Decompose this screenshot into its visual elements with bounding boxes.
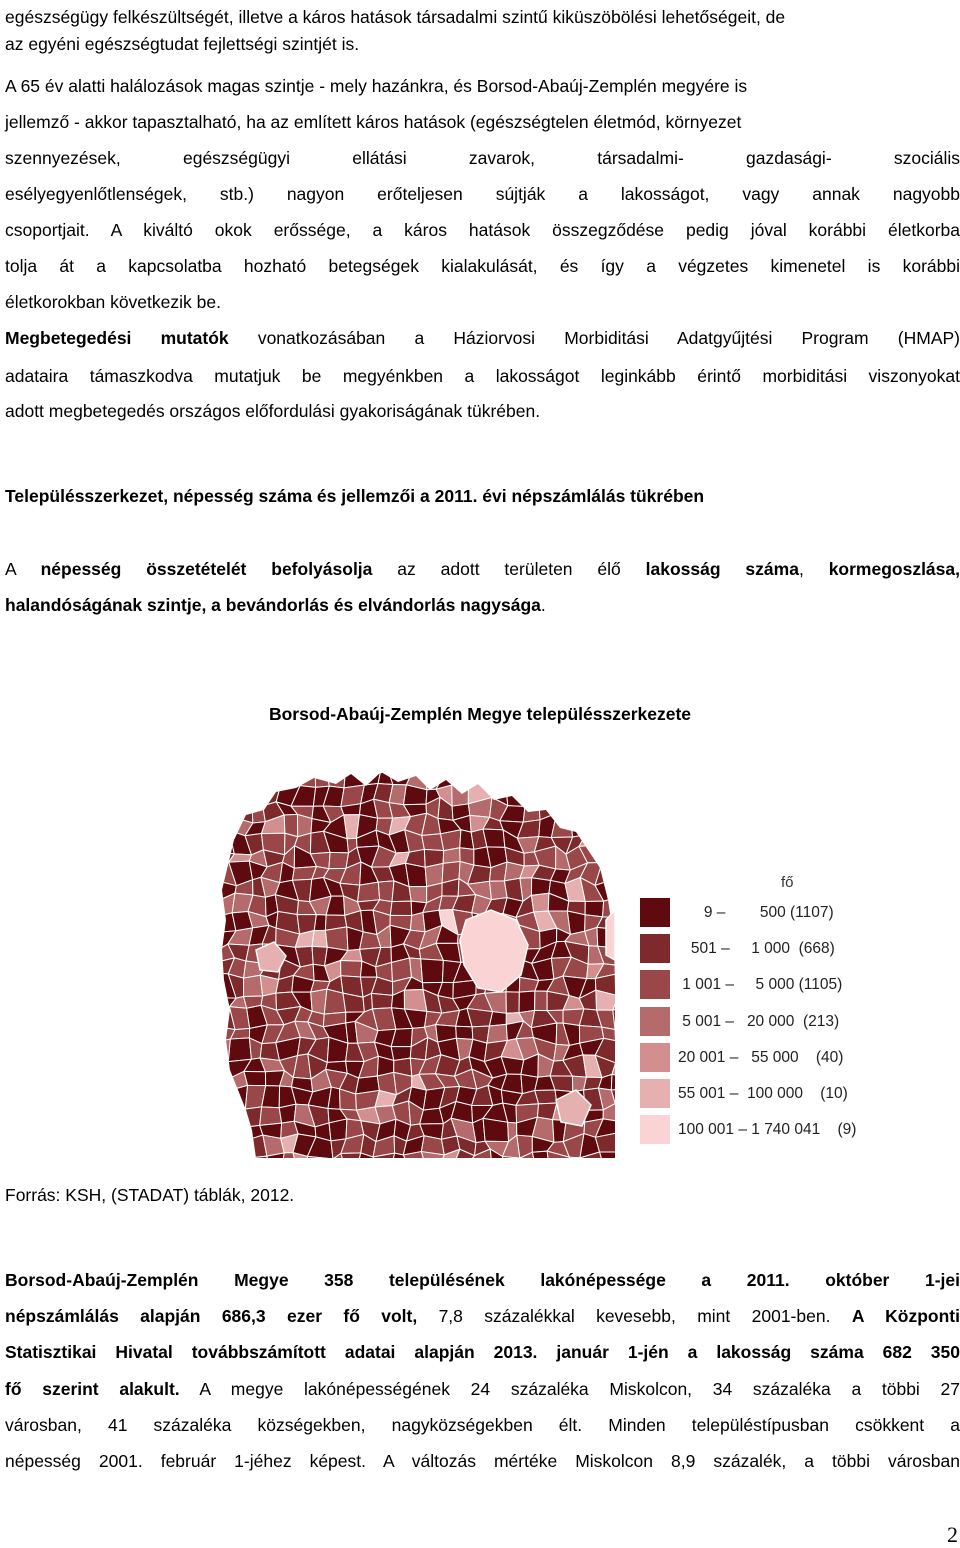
settlement-cell (456, 1026, 473, 1039)
text-line: városban, 41 százaléka községekben, nagyközségekben élt. Minden településtípusban csökkent a (5, 1407, 960, 1444)
settlement-cell (595, 770, 615, 783)
settlement-cell (217, 816, 229, 838)
settlement-cell (586, 814, 599, 834)
settlement-cell (329, 1119, 347, 1141)
text-line: az egyéni egészségtudat fejlettségi szintjét is. (5, 26, 960, 63)
settlement-cell (612, 800, 616, 814)
text-line (5, 1298, 960, 1335)
legend-label: 1 001 – 5 000 (1105) (678, 976, 842, 994)
settlement-cell (230, 1085, 247, 1109)
settlement-cell (341, 1153, 361, 1160)
settlement-map-graphic (216, 770, 616, 1160)
settlement-cell (390, 901, 411, 915)
settlement-cell (245, 1107, 261, 1127)
settlement-cell (228, 1141, 244, 1159)
settlement-cell (569, 770, 587, 790)
settlement-cell (406, 863, 427, 886)
settlement-cell (298, 770, 316, 787)
settlement-cell (409, 887, 427, 903)
settlement-cell (611, 1074, 616, 1090)
settlement-cell (585, 901, 604, 917)
settlement-cell (327, 770, 346, 788)
settlement-cell (532, 770, 555, 790)
settlement-cell (315, 770, 329, 787)
text-line (5, 587, 960, 624)
legend-swatch (640, 1079, 670, 1108)
settlement-cell (531, 878, 550, 896)
text-span: , (799, 559, 829, 579)
settlement-cell (483, 1118, 508, 1141)
settlement-cell (520, 771, 539, 791)
settlement-cell (532, 1151, 549, 1160)
legend-swatch (640, 1007, 670, 1036)
settlement-cell (216, 783, 234, 802)
legend-item (640, 898, 960, 928)
source-note: Forrás: KSH, (STADAT) táblák, 2012. (5, 1185, 294, 1206)
settlement-cell (231, 784, 252, 800)
settlement-cell (613, 877, 616, 898)
settlement-cell (571, 801, 587, 822)
settlement-cell (600, 1152, 616, 1160)
text-line: A 65 év alatti halálozások magas szintje - mely hazánkra, és Borsod-Abaúj-Zemplén megyére is (5, 68, 960, 105)
legend-swatch (640, 1115, 670, 1144)
settlement-cell (229, 1151, 246, 1160)
settlement-cell (325, 927, 348, 951)
text-span: 7,8 százalékkal kevesebb, mint 2001-ben. (417, 1306, 852, 1326)
text-line: életkorokban következik be. (5, 284, 960, 321)
settlement-cell (489, 1012, 506, 1026)
settlement-cell (217, 1123, 230, 1142)
text-span: . (541, 595, 546, 615)
settlement-cell (503, 770, 524, 787)
settlement-cell (551, 813, 572, 837)
settlement-cell (244, 1071, 266, 1085)
text-line: adott megbetegedés országos előfordulási gyakoriságának tükrében. (5, 393, 960, 430)
settlement-cell (506, 992, 519, 1013)
settlement-cell (535, 991, 548, 1011)
legend-item (640, 1043, 960, 1073)
bold-phrase: népesség összetételét befolyásolja (41, 559, 373, 579)
settlement-cell (567, 911, 585, 934)
settlement-cell (216, 1090, 236, 1106)
text-span: vonatkozásában a Háziorvosi Morbiditási Adatgyűjtési Program (HMAP) (229, 328, 960, 348)
settlement-cell (549, 801, 571, 819)
settlement-cell (422, 834, 444, 851)
settlement-cell (583, 770, 604, 784)
legend-swatch (640, 1043, 670, 1072)
settlement-cell (598, 833, 616, 854)
settlement-cell (581, 801, 604, 822)
settlement-cell (441, 830, 461, 851)
legend-item (640, 970, 960, 1000)
legend-item (640, 1007, 960, 1037)
legend-item (640, 934, 960, 964)
settlement-cell (581, 783, 604, 802)
legend-swatch (640, 898, 670, 927)
settlement-cell (229, 799, 253, 823)
settlement-cell (216, 1073, 230, 1092)
legend-item (640, 1115, 960, 1145)
settlement-cell (532, 790, 555, 804)
settlement-cell (595, 814, 616, 834)
bold-phrase: kormegoszlása, (829, 559, 960, 579)
settlement-cell (244, 975, 263, 996)
text-line (5, 551, 960, 588)
text-line: esélyegyenlőtlenségek, stb.) nagyon erőteljesen sújtják a lakosságot, vagy annak nagyobb (5, 176, 960, 213)
settlement-cell (523, 801, 540, 822)
bold-phrase: népszámlálás alapján 686,3 ezer fő volt, (5, 1306, 417, 1326)
settlement-cell (615, 1103, 616, 1126)
settlement-cell (247, 785, 263, 806)
town-area (606, 910, 615, 960)
text-line: csoportjait. A kiváltó okok erőssége, a káros hatások összegződése pedig jóval korábbi életkorba (5, 212, 960, 249)
text-line: szennyezések, egészségügyi ellátási zavarok, társadalmi- gazdasági- szociális (5, 140, 960, 177)
settlement-cell (228, 1125, 248, 1143)
text-line (5, 1371, 960, 1408)
settlement-cell (612, 847, 616, 870)
settlement-cell (312, 930, 327, 947)
settlement-cell (216, 770, 231, 784)
settlement-cell (247, 770, 263, 786)
text-span: A (5, 559, 41, 579)
settlement-cell (483, 829, 505, 847)
legend-label: 100 001 – 1 740 041 (9) (678, 1121, 856, 1139)
bold-phrase: A Központi (852, 1306, 960, 1326)
text-line: népesség 2001. február 1-jéhez képest. A változás mértéke Miskolcon 8,9 százalék, a többi városban (5, 1443, 960, 1480)
settlement-cell (262, 770, 282, 786)
settlement-cell (505, 782, 525, 806)
legend-swatch (640, 934, 670, 963)
settlement-cell (520, 787, 539, 807)
settlement-cell (362, 770, 380, 785)
settlement-cell (228, 1038, 251, 1062)
settlement-cell (216, 1053, 229, 1078)
legend-label: 55 001 – 100 000 (10) (678, 1085, 848, 1103)
bold-phrase: lakosság száma (646, 559, 799, 579)
legend-label: 501 – 1 000 (668) (678, 940, 835, 958)
text-line: egészségügy felkészültségét, illetve a káros hatások társadalmi szintű kiküszöbölési lehetőségeit, de (5, 0, 960, 36)
legend-label: 20 001 – 55 000 (40) (678, 1049, 843, 1067)
settlement-cell (615, 1029, 616, 1043)
text-line: tolja át a kapcsolatba hozható betegségek kialakulását, és így a végzetes kimenetel is korábbi (5, 248, 960, 285)
settlement-cell (548, 770, 572, 790)
bold-phrase: fő szerint alakult. (5, 1379, 180, 1399)
settlement-cell (378, 881, 394, 902)
text-line: jellemző - akkor tapasztalható, ha az említett káros hatások (egészségtelen életmód, környezet (5, 104, 960, 141)
settlement-cell (531, 893, 549, 912)
settlement-cell (595, 781, 614, 803)
settlement-cell (612, 862, 616, 881)
text-span: az adott területen élő (372, 559, 645, 579)
legend-title: fő (781, 874, 794, 891)
settlement-cell (579, 833, 599, 846)
settlement-cell (216, 1151, 234, 1160)
settlement-cell (314, 915, 326, 931)
text-line: Statisztikai Hivatal továbbszámított adatai alapján 2013. január 1-jén a lakosság száma 682 350 (5, 1334, 960, 1371)
legend-label: 9 – 500 (1107) (678, 904, 834, 922)
settlement-cell (378, 770, 393, 784)
bold-phrase: halandóságának szintje, a bevándorlás és elvándorlás nagysága (5, 595, 541, 615)
settlement-cell (572, 784, 587, 801)
settlement-cell (341, 960, 362, 977)
settlement-cell (329, 852, 349, 868)
settlement-cell (218, 1102, 235, 1125)
settlement-cell (218, 799, 234, 817)
settlement-cell (612, 813, 616, 836)
text-line: Borsod-Abaúj-Zemplén Megye 358 településének lakónépessége a 2011. október 1-jei (5, 1262, 960, 1299)
settlement-cell (612, 770, 616, 783)
settlement-cell (487, 1024, 507, 1043)
text-span: A megye lakónépességének 24 százaléka Miskolcon, 34 százaléka a többi 27 (180, 1379, 960, 1399)
page-number: 2 (947, 1522, 958, 1548)
section-heading: Településszerkezet, népesség száma és jellemzői a 2011. évi népszámlálás tükrében (5, 486, 704, 507)
settlement-cell (216, 1141, 234, 1153)
settlement-cell (260, 1107, 282, 1126)
legend-swatch (640, 970, 670, 999)
settlement-cell (549, 790, 571, 804)
legend-item (640, 1079, 960, 1109)
settlement-cell (279, 1104, 296, 1123)
legend-label: 5 001 – 20 000 (213) (678, 1013, 839, 1031)
settlement-cell (571, 819, 587, 837)
settlement-cell (452, 782, 469, 806)
settlement-cell (452, 770, 476, 785)
settlement-cell (535, 1090, 557, 1104)
settlement-cell (612, 781, 616, 803)
settlement-cell (469, 770, 493, 783)
settlement-cell (443, 848, 460, 864)
settlement-cell (421, 959, 444, 983)
settlement-cell (485, 770, 506, 783)
text-line: adataira támaszkodva mutatjuk be megyénkben a lakosságot leginkább érintő morbiditási viszonyokat (5, 358, 960, 395)
text-line (5, 320, 960, 357)
bold-phrase: Megbetegedési mutatók (5, 328, 229, 348)
settlement-cell (599, 845, 616, 870)
settlement-cell (595, 803, 614, 815)
settlement-cell (217, 830, 234, 854)
settlement-cell (372, 993, 393, 1008)
settlement-cell (358, 882, 380, 902)
map-title: Borsod-Abaúj-Zemplén Megye településszerkezete (0, 704, 960, 725)
settlement-cell (467, 1008, 493, 1026)
settlement-cell (519, 991, 535, 1013)
settlement-cell (281, 770, 300, 785)
settlement-cell (230, 770, 250, 785)
